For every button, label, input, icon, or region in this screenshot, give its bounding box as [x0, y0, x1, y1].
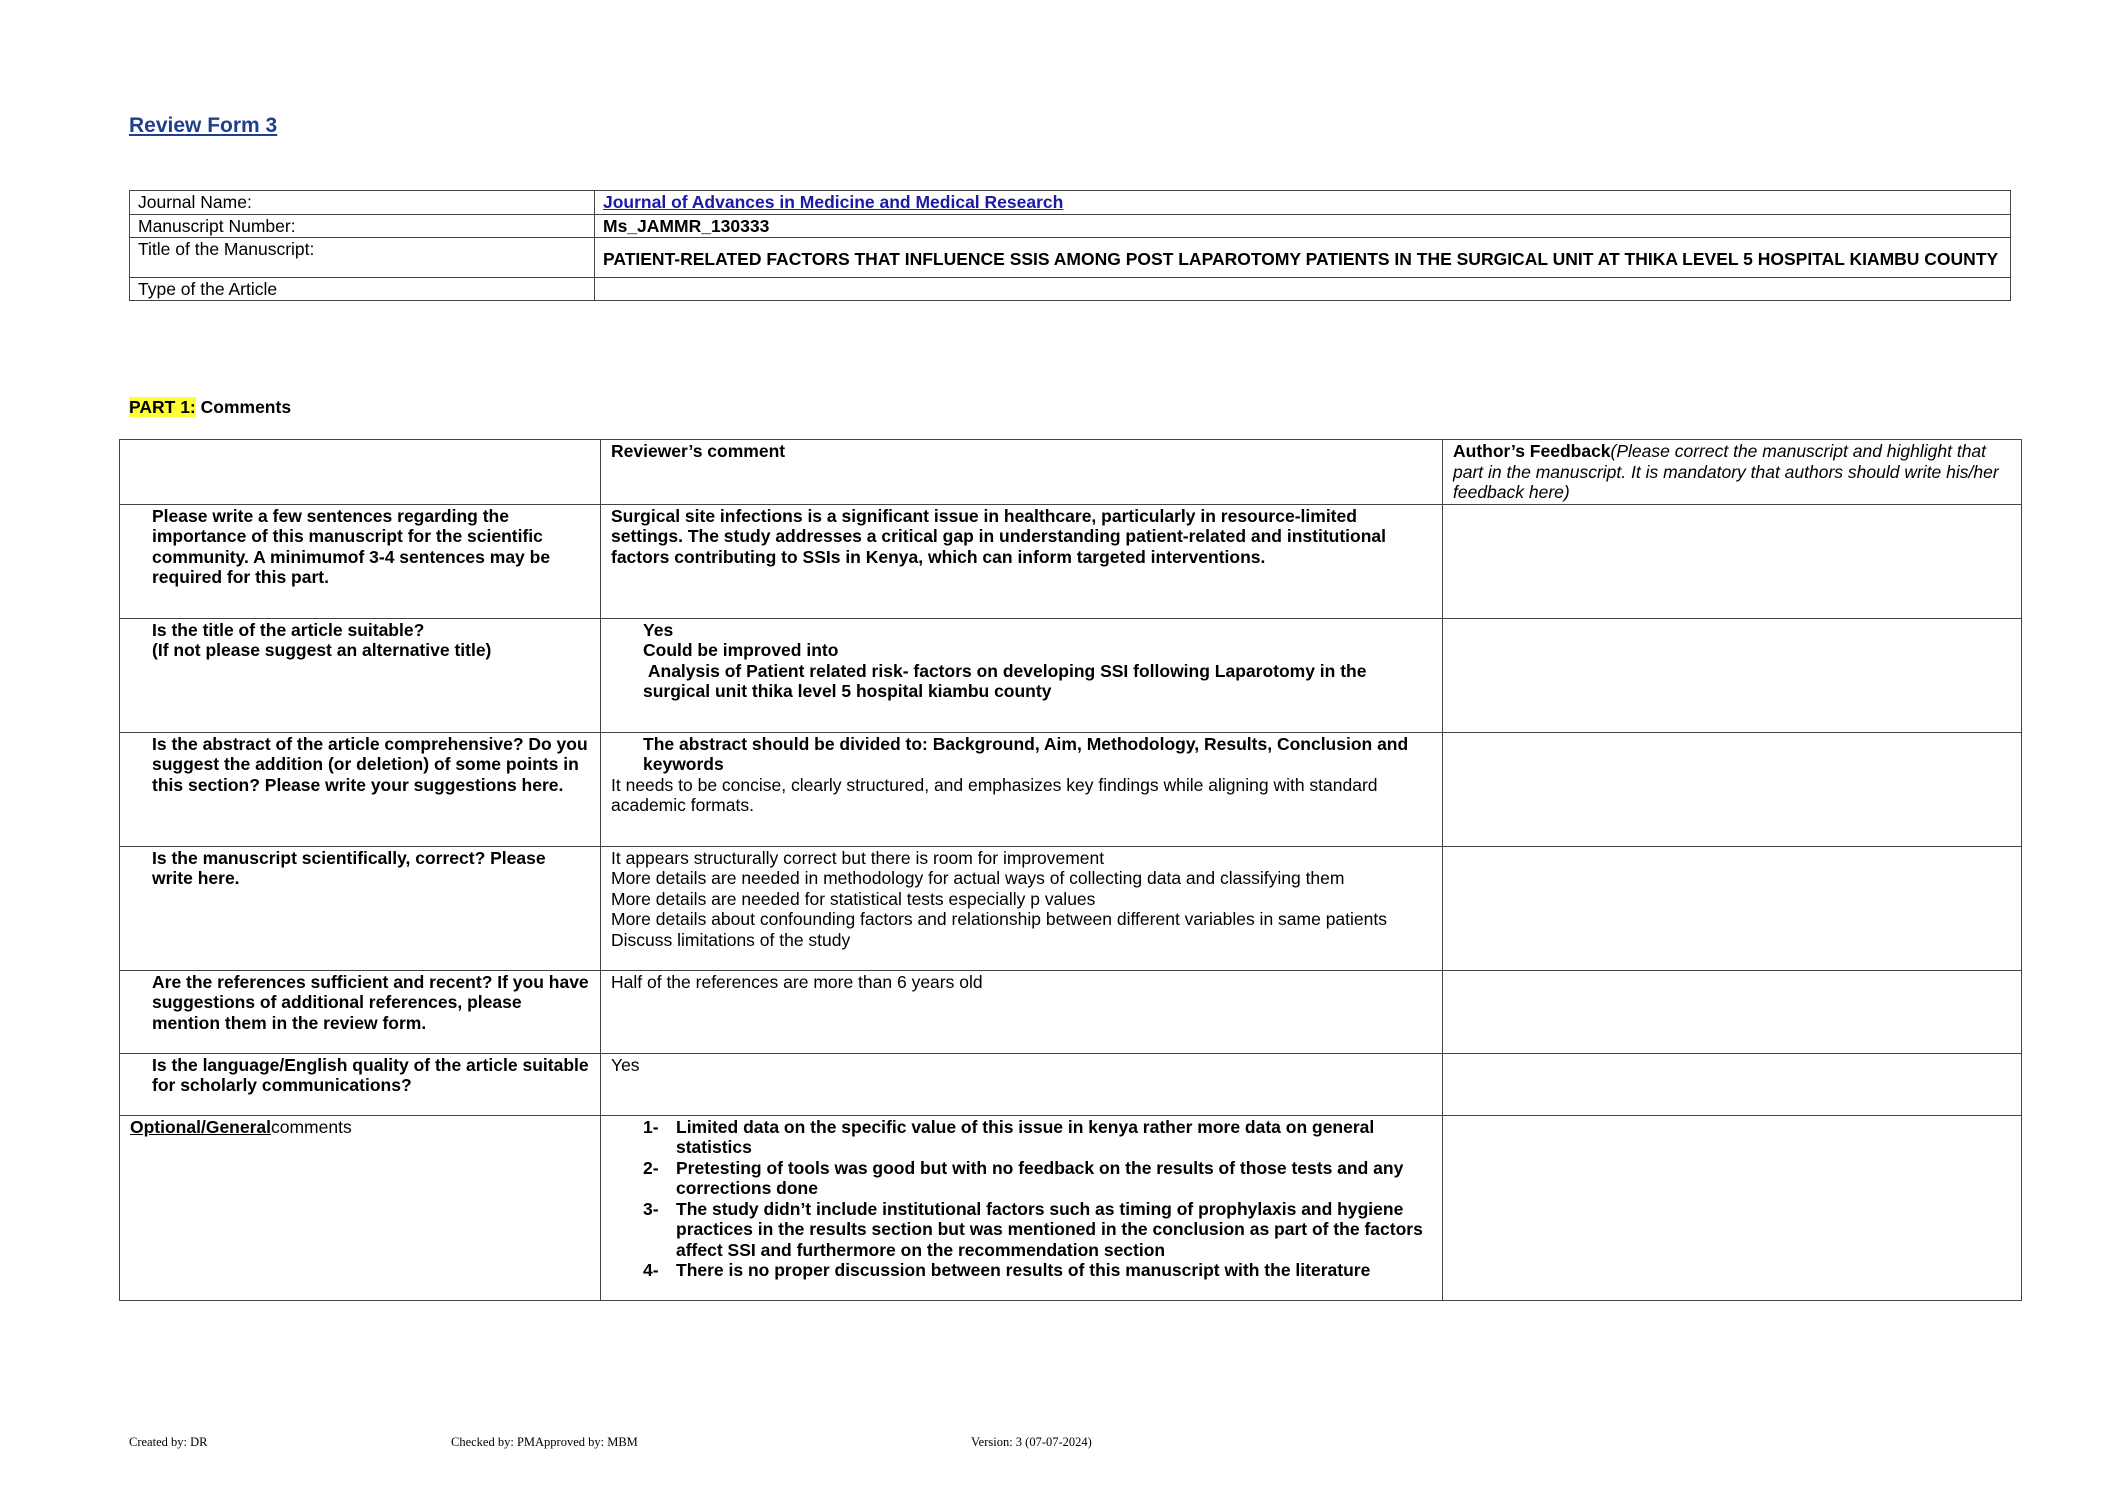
optional-comment-list — [601, 1115, 1443, 1300]
title-question-cell — [120, 618, 601, 732]
list-item: 4- There is no proper discussion between results of this manuscript with the literature — [643, 1260, 1371, 1280]
abstract-comment-2: It needs to be concise, clearly structured, and emphasizes key findings while aligning with standard academic formats. — [611, 774, 1378, 815]
language-row — [120, 1053, 2022, 1115]
abstract-comment-cell — [601, 732, 1443, 846]
optional-row — [120, 1115, 2022, 1300]
list-item: 1- Limited data on the specific value of this issue in kenya rather more data on general statistics — [643, 1116, 1375, 1157]
part1-suffix: Comments — [195, 397, 292, 417]
abstract-question: Is the abstract of the article comprehensive? Do you suggest the addition (or deletion) of some points in this section? Please write your suggestions here. — [152, 733, 588, 795]
article-type-label: Type of the Article — [130, 277, 595, 301]
review-comments-table — [119, 439, 2022, 1301]
abstract-comment-1: The abstract should be divided to: Background, Aim, Methodology, Results, Conclusion and keywords — [643, 733, 1409, 774]
references-row — [120, 970, 2022, 1053]
footer-checked-approved: Checked by: PMApproved by: MBM — [451, 1435, 638, 1449]
header-empty-cell — [120, 440, 601, 505]
scientific-author-feedback[interactable] — [1443, 846, 2022, 970]
manuscript-number-value: Ms_JAMMR_130333 — [595, 214, 2011, 238]
scientific-comment-3: More details are needed for statistical tests especially p values — [611, 888, 1096, 909]
title-question-note: (If not please suggest an alternative title) — [152, 640, 492, 660]
manuscript-title-row — [130, 238, 2011, 278]
author-feedback-title: Author’s Feedback — [1453, 441, 1611, 461]
title-row — [120, 618, 2022, 732]
table-header-row — [120, 440, 2022, 505]
importance-comment: Surgical site infections is a significant issue in healthcare, particularly in resource-limited settings. The study addresses a critical gap in understanding patient-related and institutional factors contributing to SSIs in Kenya, which can inform targeted interventions. — [601, 504, 1443, 618]
journal-label: Journal Name: — [130, 191, 595, 215]
language-question: Is the language/English quality of the article suitable for scholarly communications? — [152, 1054, 589, 1095]
references-author-feedback[interactable] — [1443, 970, 2022, 1053]
footer-version: Version: 3 (07-07-2024) — [971, 1435, 1092, 1449]
importance-question: Please write a few sentences regarding the importance of this manuscript for the scientific community. A minimumof 3-4 sentences may be required for this part. — [152, 505, 551, 587]
manuscript-number-label: Manuscript Number: — [130, 214, 595, 238]
article-type-row — [130, 277, 2011, 301]
manuscript-number-row — [130, 214, 2011, 238]
scientific-row — [120, 846, 2022, 970]
manuscript-info-table — [129, 190, 2011, 301]
abstract-row — [120, 732, 2022, 846]
form-title: Review Form 3 — [129, 114, 278, 137]
list-item: 2- Pretesting of tools was good but with no feedback on the results of those tests and any corrections done — [643, 1157, 1404, 1198]
importance-author-feedback[interactable] — [1443, 504, 2022, 618]
scientific-comment-5: Discuss limitations of the study — [611, 929, 851, 950]
references-question: Are the references sufficient and recent? If you have suggestions of additional references, please mention them in the review form. — [152, 971, 589, 1033]
title-comment-2: Could be improved into — [643, 640, 839, 660]
language-author-feedback[interactable] — [1443, 1053, 2022, 1115]
part1-label: PART 1: — [129, 397, 196, 417]
title-comment-cell — [601, 618, 1443, 732]
title-author-feedback[interactable] — [1443, 618, 2022, 732]
abstract-author-feedback[interactable] — [1443, 732, 2022, 846]
title-comment-1: Yes — [643, 619, 674, 640]
list-item: 3- The study didn’t include institutional factors such as timing of prophylaxis and hygiene practices in the results section but was mentioned in the conclusion as part of the factors affect SSI and furthermore on the recommendation section — [643, 1198, 1423, 1260]
optional-label-rest: comments — [271, 1116, 352, 1137]
optional-label-cell — [120, 1115, 601, 1300]
scientific-question: Is the manuscript scientifically, correct? Please write here. — [152, 847, 546, 888]
manuscript-title-value: PATIENT-RELATED FACTORS THAT INFLUENCE SSIS AMONG POST LAPAROTOMY PATIENTS IN THE SURGICAL UNIT AT THIKA LEVEL 5 HOSPITAL KIAMBU COUNTY — [595, 238, 2011, 278]
scientific-comment-2: More details are needed in methodology for actual ways of collecting data and classifying them — [611, 868, 1345, 888]
scientific-comment-1: It appears structurally correct but there is room for improvement — [611, 847, 1105, 868]
journal-link[interactable]: Journal of Advances in Medicine and Medical Research — [603, 192, 1064, 212]
journal-row — [130, 191, 2011, 215]
scientific-comment-4: More details about confounding factors and relationship between different variables in same patients — [611, 909, 1387, 929]
part1-heading — [129, 397, 291, 418]
title-question: Is the title of the article suitable? — [152, 619, 425, 640]
article-type-value[interactable] — [595, 277, 2011, 301]
manuscript-title-label: Title of the Manuscript: — [130, 238, 595, 278]
header-author-feedback — [1443, 440, 2022, 505]
scientific-comment-cell — [601, 846, 1443, 970]
footer-created-by: Created by: DR — [129, 1435, 208, 1449]
header-reviewer-comment: Reviewer’s comment — [601, 440, 1443, 505]
references-comment: Half of the references are more than 6 years old — [601, 970, 1443, 1053]
optional-author-feedback[interactable] — [1443, 1115, 2022, 1300]
title-suggestion: Analysis of Patient related risk- factors on developing SSI following Laparotomy in the surgical unit thika level 5 hospital kiambu county — [643, 660, 1372, 701]
optional-label-underlined: Optional/General — [130, 1116, 271, 1137]
importance-row — [120, 504, 2022, 618]
author-feedback-instructions: (Please correct the manuscript and highlight that part in the manuscript. It is mandatory that authors should write his/her feedback here) — [1453, 441, 1999, 502]
language-comment: Yes — [601, 1053, 1443, 1115]
